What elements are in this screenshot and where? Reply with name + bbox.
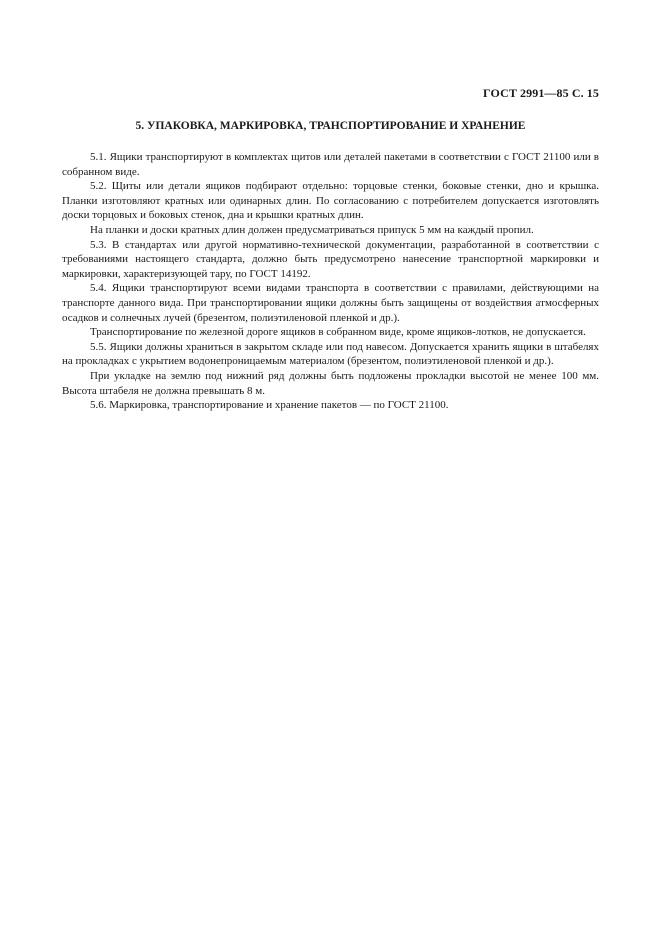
document-body: [62, 150, 599, 413]
page-header: ГОСТ 2991—85 С. 15: [483, 86, 599, 100]
paragraph-5-6: 5.6. Маркировка, транспортирование и хранение пакетов — по ГОСТ 21100.: [90, 399, 449, 412]
paragraph-5-5: 5.5. Ящики должны храниться в закрытом складе или под навесом. Допускается хранить ящики в штабелях на прокладках с укрытием водонепроницаемым материалом (брезентом, полиэтиленовой пленкой и др.).: [62, 340, 599, 368]
paragraph-5-4: 5.4. Ящики транспортируют всеми видами транспорта в соответствии с правилами, действующими на транспорте данного вида. При транспортировании ящики должны быть защищены от воздействия атмосферных осадков и солнечных лучей (брезентом, полиэтиленовой пленкой и др.).: [62, 282, 599, 324]
paragraph-5-4-railway: Транспортирование по железной дороге ящиков в собранном виде, кроме ящиков-лотков, не допускается.: [90, 326, 586, 339]
paragraph-5-2-allowance: На планки и доски кратных длин должен предусматриваться припуск 5 мм на каждый пропил.: [90, 223, 534, 236]
paragraph-5-2: 5.2. Щиты или детали ящиков подбирают отдельно: торцовые стенки, боковые стенки, дно и крышка. Планки изготовляют кратных или одинарных длин. По согласованию с потребителем допускается изготовлять доски торцовых и боковых стенок, дна и крышки кратных длин.: [62, 180, 599, 222]
section-title: 5. УПАКОВКА, МАРКИРОВКА, ТРАНСПОРТИРОВАНИЕ И ХРАНЕНИЕ: [135, 120, 526, 132]
paragraph-5-1: 5.1. Ящики транспортируют в комплектах щитов или деталей пакетами в соответствии с ГОСТ 21100 или в собранном виде.: [62, 151, 599, 178]
paragraph-5-3: 5.3. В стандартах или другой нормативно-технической документации, разработанной в соответствии с требованиями настоящего стандарта, должно быть предусмотрено нанесение транспортной маркировки и маркировки, характеризующей тару, по ГОСТ 14192.: [62, 238, 599, 280]
paragraph-5-5-ground: При укладке на землю под нижний ряд должны быть подложены прокладки высотой не менее 100 мм. Высота штабеля не должна превышать 8 м.: [62, 369, 599, 397]
